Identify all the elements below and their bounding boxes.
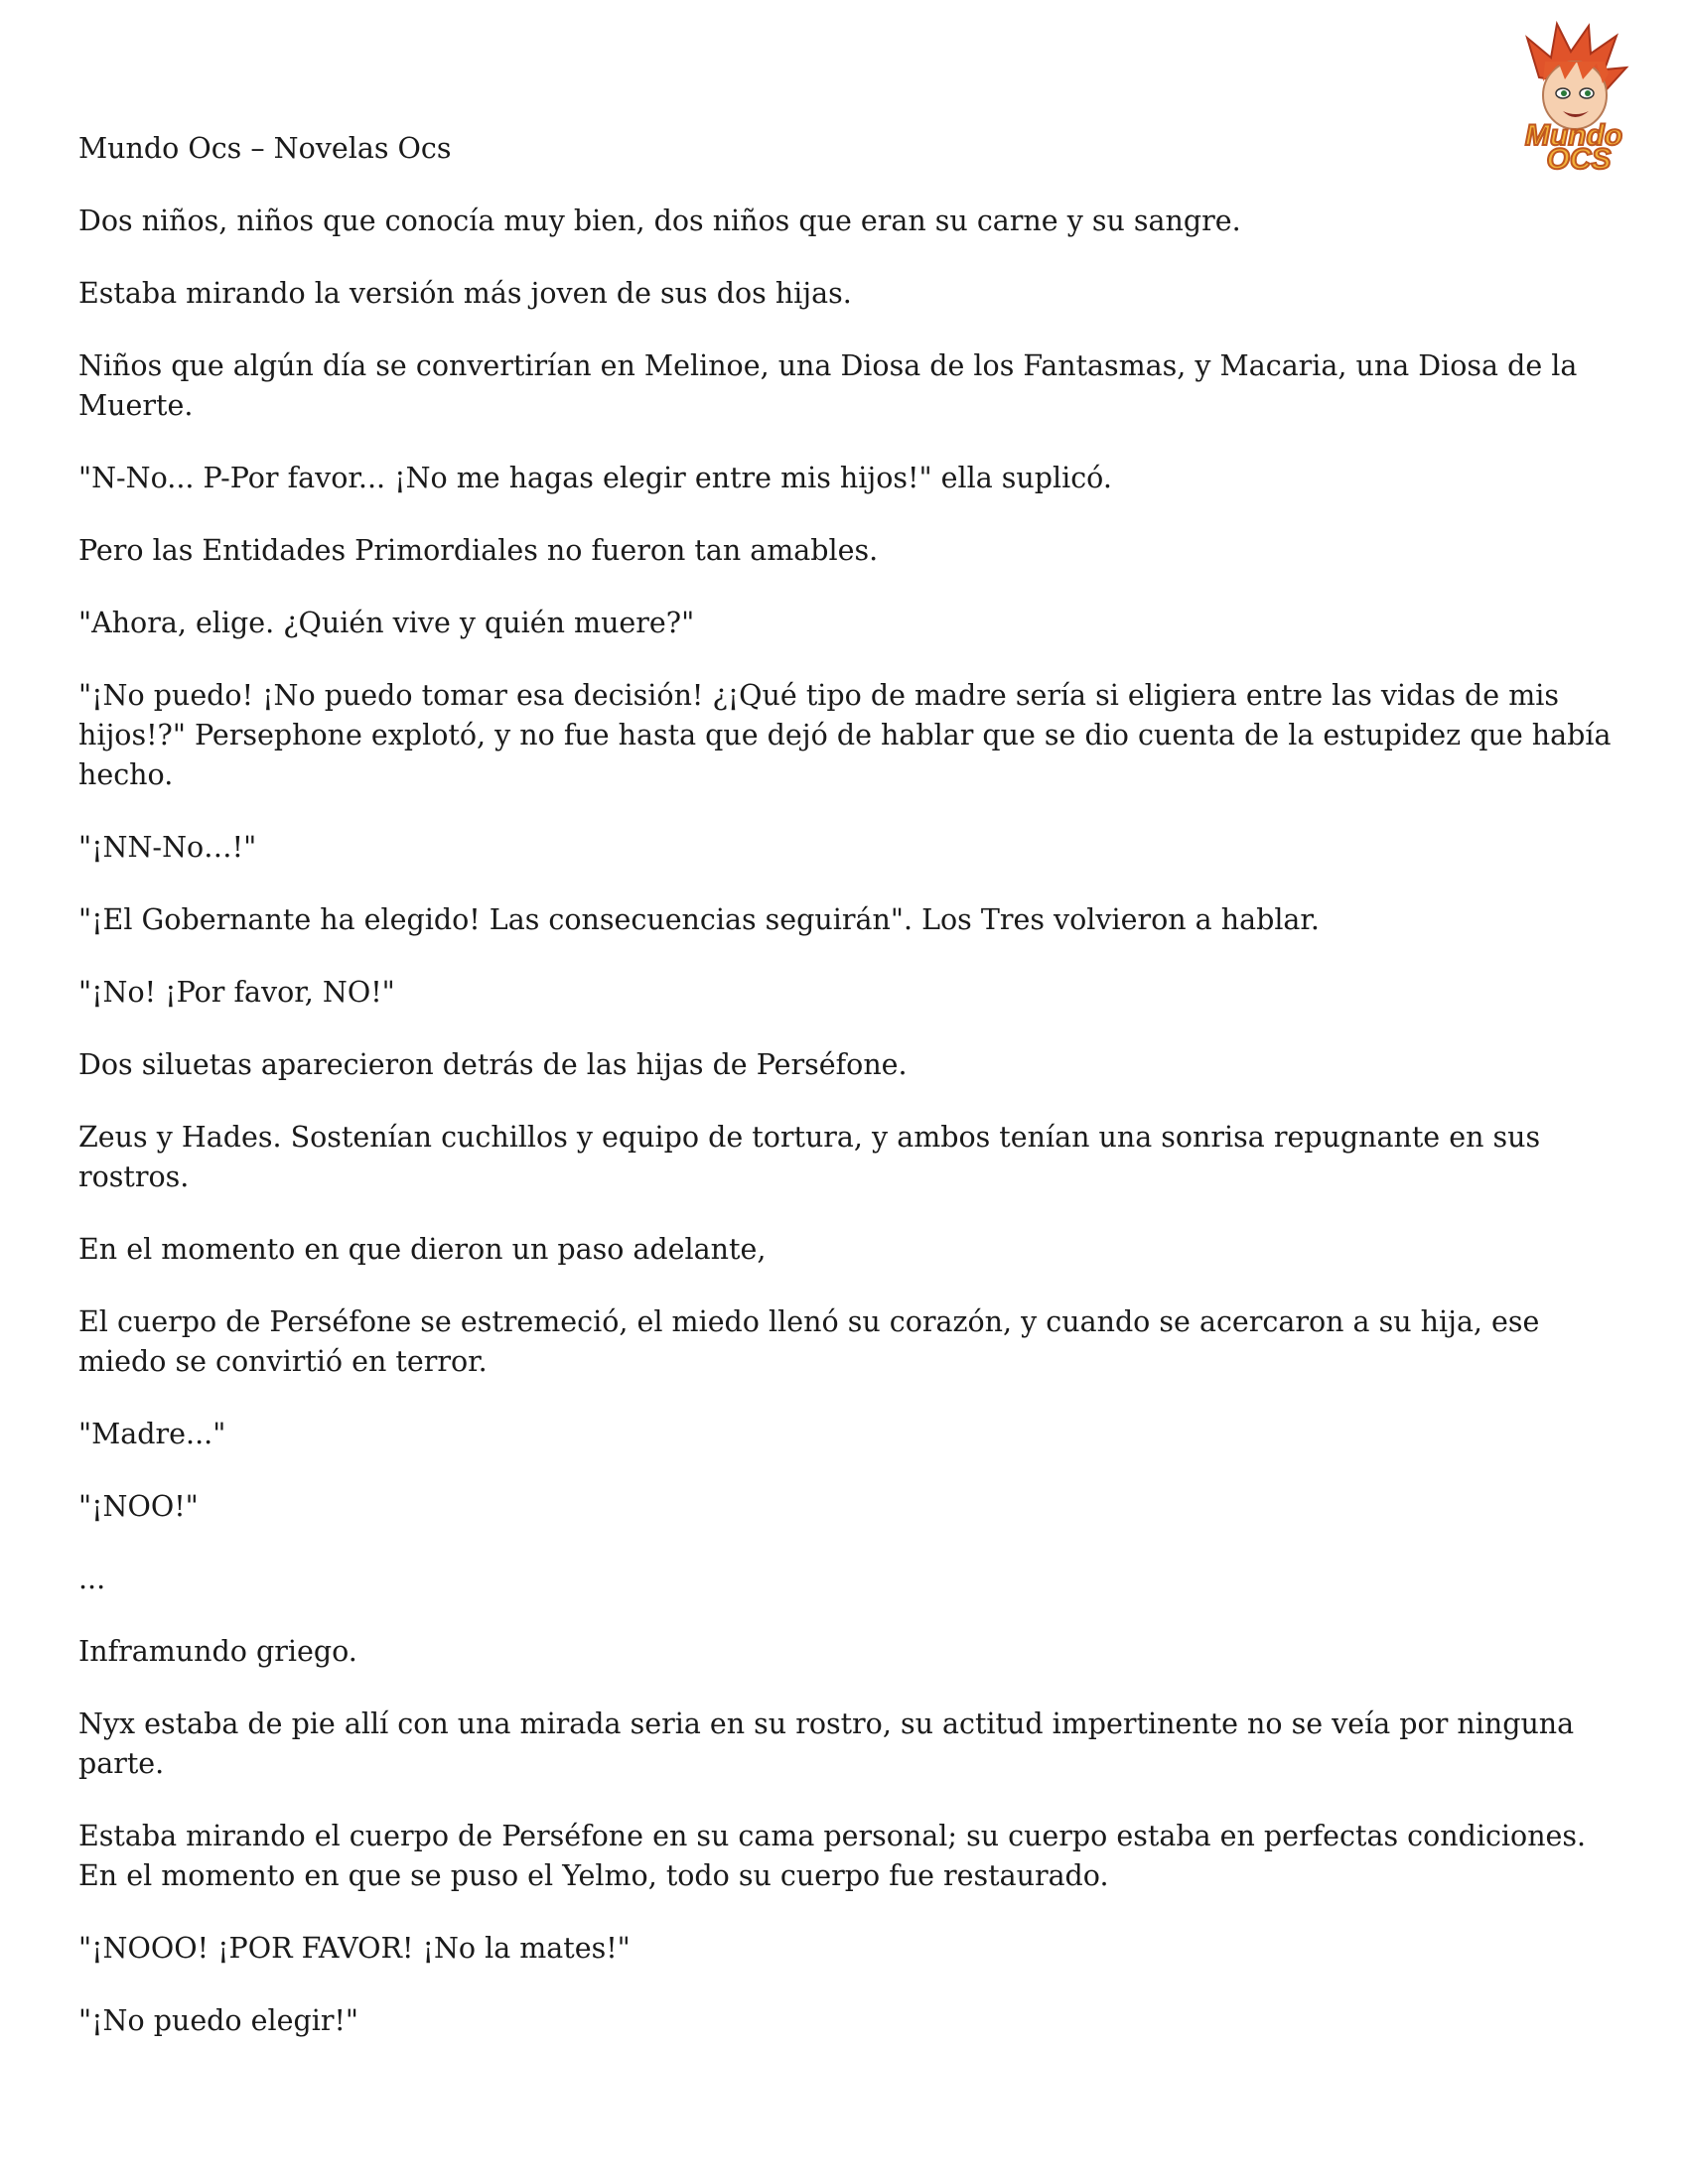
paragraph: Zeus y Hades. Sostenían cuchillos y equipo de tortura, y ambos tenían una sonrisa repugnante en sus rostros. xyxy=(78,1121,1541,1193)
paragraph: El cuerpo de Perséfone se estremeció, el miedo llenó su corazón, y cuando se acercaron a su hija, ese miedo se convirtió en terror. xyxy=(78,1305,1540,1378)
paragraph: "N-No... P-Por favor... ¡No me hagas elegir entre mis hijos!" ella suplicó. xyxy=(78,462,1112,494)
paragraph: "¡NOOO! ¡POR FAVOR! ¡No la mates!" xyxy=(78,1932,631,1965)
paragraph: Inframundo griego. xyxy=(78,1635,357,1668)
paragraph: Niños que algún día se convertirían en Melinoe, una Diosa de los Fantasmas, y Macaria, una Diosa de la Muerte. xyxy=(78,349,1578,422)
paragraph: Pero las Entidades Primordiales no fueron tan amables. xyxy=(78,534,879,567)
paragraph: "Madre..." xyxy=(78,1418,226,1450)
paragraph: "¡No! ¡Por favor, NO!" xyxy=(78,976,395,1009)
document-body xyxy=(78,129,1627,2074)
paragraph: "¡NN-No…!" xyxy=(78,831,257,864)
paragraph: Dos niños, niños que conocía muy bien, dos niños que eran su carne y su sangre. xyxy=(78,205,1241,237)
paragraph: En el momento en que dieron un paso adelante, xyxy=(78,1233,767,1266)
svg-text:Mundo: Mundo xyxy=(1524,119,1623,152)
paragraph: "¡No puedo! ¡No puedo tomar esa decisión! ¿¡Qué tipo de madre sería si eligiera entre las vidas de mis hijos!?" Persephone explotó, y no fue hasta que dejó de hablar que se dio cuenta de la estupidez que había hecho. xyxy=(78,679,1612,791)
paragraph: Estaba mirando el cuerpo de Perséfone en su cama personal; su cuerpo estaba en perfectas condiciones. En el momento en que se puso el Yelmo, todo su cuerpo fue restaurado. xyxy=(78,1820,1587,1892)
paragraph: Nyx estaba de pie allí con una mirada seria en su rostro, su actitud impertinente no se veía por ninguna parte. xyxy=(78,1707,1575,1780)
svg-text:OCS: OCS xyxy=(1546,143,1612,172)
document-header-title: Mundo Ocs – Novelas Ocs xyxy=(78,132,452,165)
paragraph: "¡El Gobernante ha elegido! Las consecuencias seguirán". Los Tres volvieron a hablar. xyxy=(78,903,1320,936)
paragraph: Estaba mirando la versión más joven de sus dos hijas. xyxy=(78,277,852,310)
paragraph: "Ahora, elige. ¿Quién vive y quién muere?" xyxy=(78,607,695,639)
paragraph: ... xyxy=(78,1563,106,1595)
paragraph: "¡No puedo elegir!" xyxy=(78,2004,359,2037)
paragraph: Dos siluetas aparecieron detrás de las hijas de Perséfone. xyxy=(78,1048,908,1081)
paragraph: "¡NOO!" xyxy=(78,1490,199,1523)
